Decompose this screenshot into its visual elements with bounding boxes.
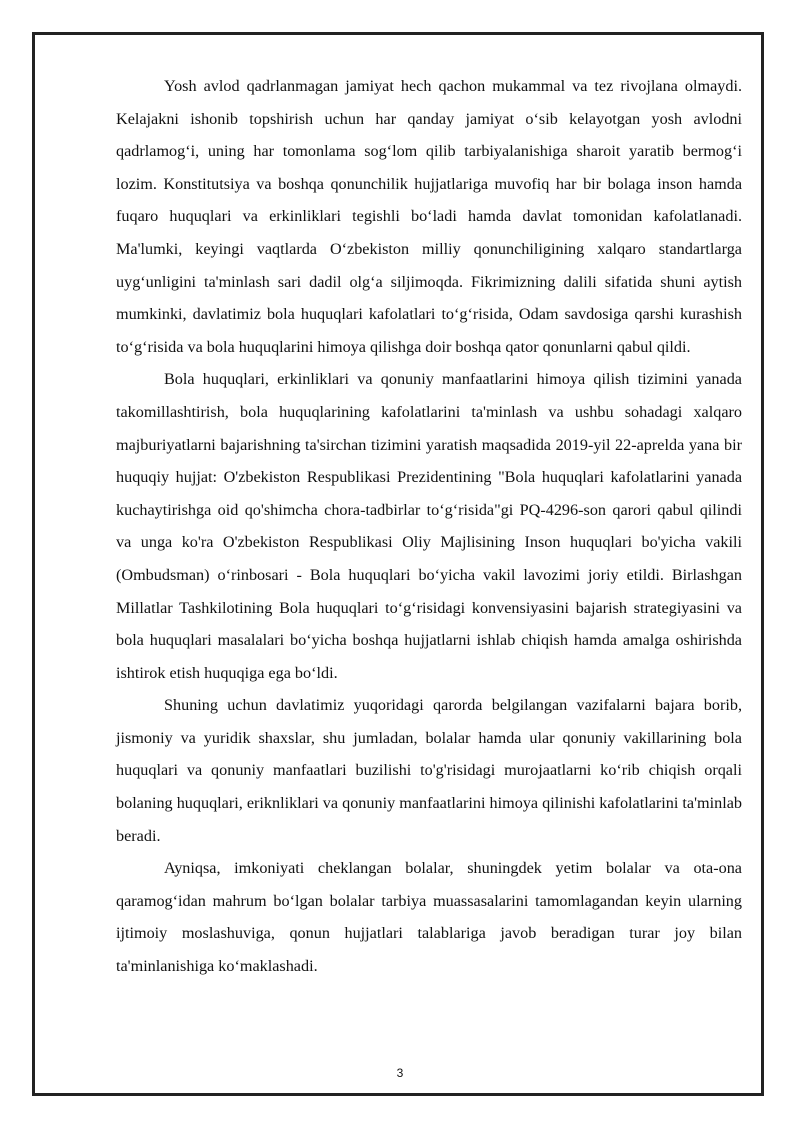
document-body (116, 70, 742, 983)
paragraph-2: Bola huquqlari, erkinliklari va qonuniy manfaatlarini himoya qilish tizimini yanada takomillashtirish, bola huquqlarining kafolatlarini ta'minlash va ushbu sohadagi xalqaro majburiyatlarni bajarishning ta'sirchan tizimini yaratish maqsadida 2019-yil 22-aprelda yana bir huquqiy hujjat: O'zbekiston Respublikasi Prezidentining "Bola huquqlari kafolatlarini yanada kuchaytirishga oid qo'shimcha chora-tadbirlar to‘g‘risida"gi PQ-4296-son qarori qabul qilindi va unga ko'ra O'zbekiston Respublikasi Oliy Majlisining Inson huquqlari bo'yicha vakili (Ombudsman) o‘rinbosari - Bola huquqlari bo‘yicha vakil lavozimi joriy etildi. Birlashgan Millatlar Tashkilotining Bola huquqlari to‘g‘risidagi konvensiyasini bajarish strategiyasini va bola huquqlari masalalari bo‘yicha boshqa hujjatlarni ishlab chiqish hamda amalga oshirishda ishtirok etish huquqiga ega bo‘ldi. (116, 370, 742, 682)
paragraph-3: Shuning uchun davlatimiz yuqoridagi qarorda belgilangan vazifalarni bajara borib, jismoniy va yuridik shaxslar, shu jumladan, bolalar hamda ular qonuniy vakillarining bola huquqlari va qonuniy manfaatlari buzilishi to'g'risidagi murojaatlarni ko‘rib chiqish orqali bolaning huquqlari, eriknliklari va qonuniy manfaatlarini himoya qilinishi kafolatlarini ta'minlab beradi. (116, 696, 742, 845)
paragraph-1: Yosh avlod qadrlanmagan jamiyat hech qachon mukammal va tez rivojlana olmaydi. Kelajakni ishonib topshirish uchun har qanday jamiyat o‘sib kelayotgan yosh avlodni qadrlamog‘i, uning har tomonlama sog‘lom qilib tarbiyalanishiga sharoit yaratib bermog‘i lozim. Konstitutsiya va boshqa qonunchilik hujjatlariga muvofiq har bir bolaga inson hamda fuqaro huquqlari va erkinliklari tegishli bo‘ladi hamda davlat tomonidan kafolatlanadi. Ma'lumki, keyingi vaqtlarda O‘zbekiston milliy qonunchiligining xalqaro standartlarga uyg‘unligini ta'minlash sari dadil olg‘a siljimoqda. Fikrimizning dalili sifatida shuni aytish mumkinki, davlatimiz bola huquqlari kafolatlari to‘g‘risida, Odam savdosiga qarshi kurashish to‘g‘risida va bola huquqlarini himoya qilishga doir boshqa qator qonunlarni qabul qildi. (116, 77, 742, 356)
paragraph-4: Ayniqsa, imkoniyati cheklangan bolalar, shuningdek yetim bolalar va ota-ona qaramog‘idan mahrum bo‘lgan bolalar tarbiya muassasalarini tamomlagandan keyin ularning ijtimoiy moslashuviga, qonun hujjatlari talablariga javob beradigan turar joy bilan ta'minlanishiga ko‘maklashadi. (116, 859, 742, 976)
page-number: 3 (396, 1066, 404, 1080)
